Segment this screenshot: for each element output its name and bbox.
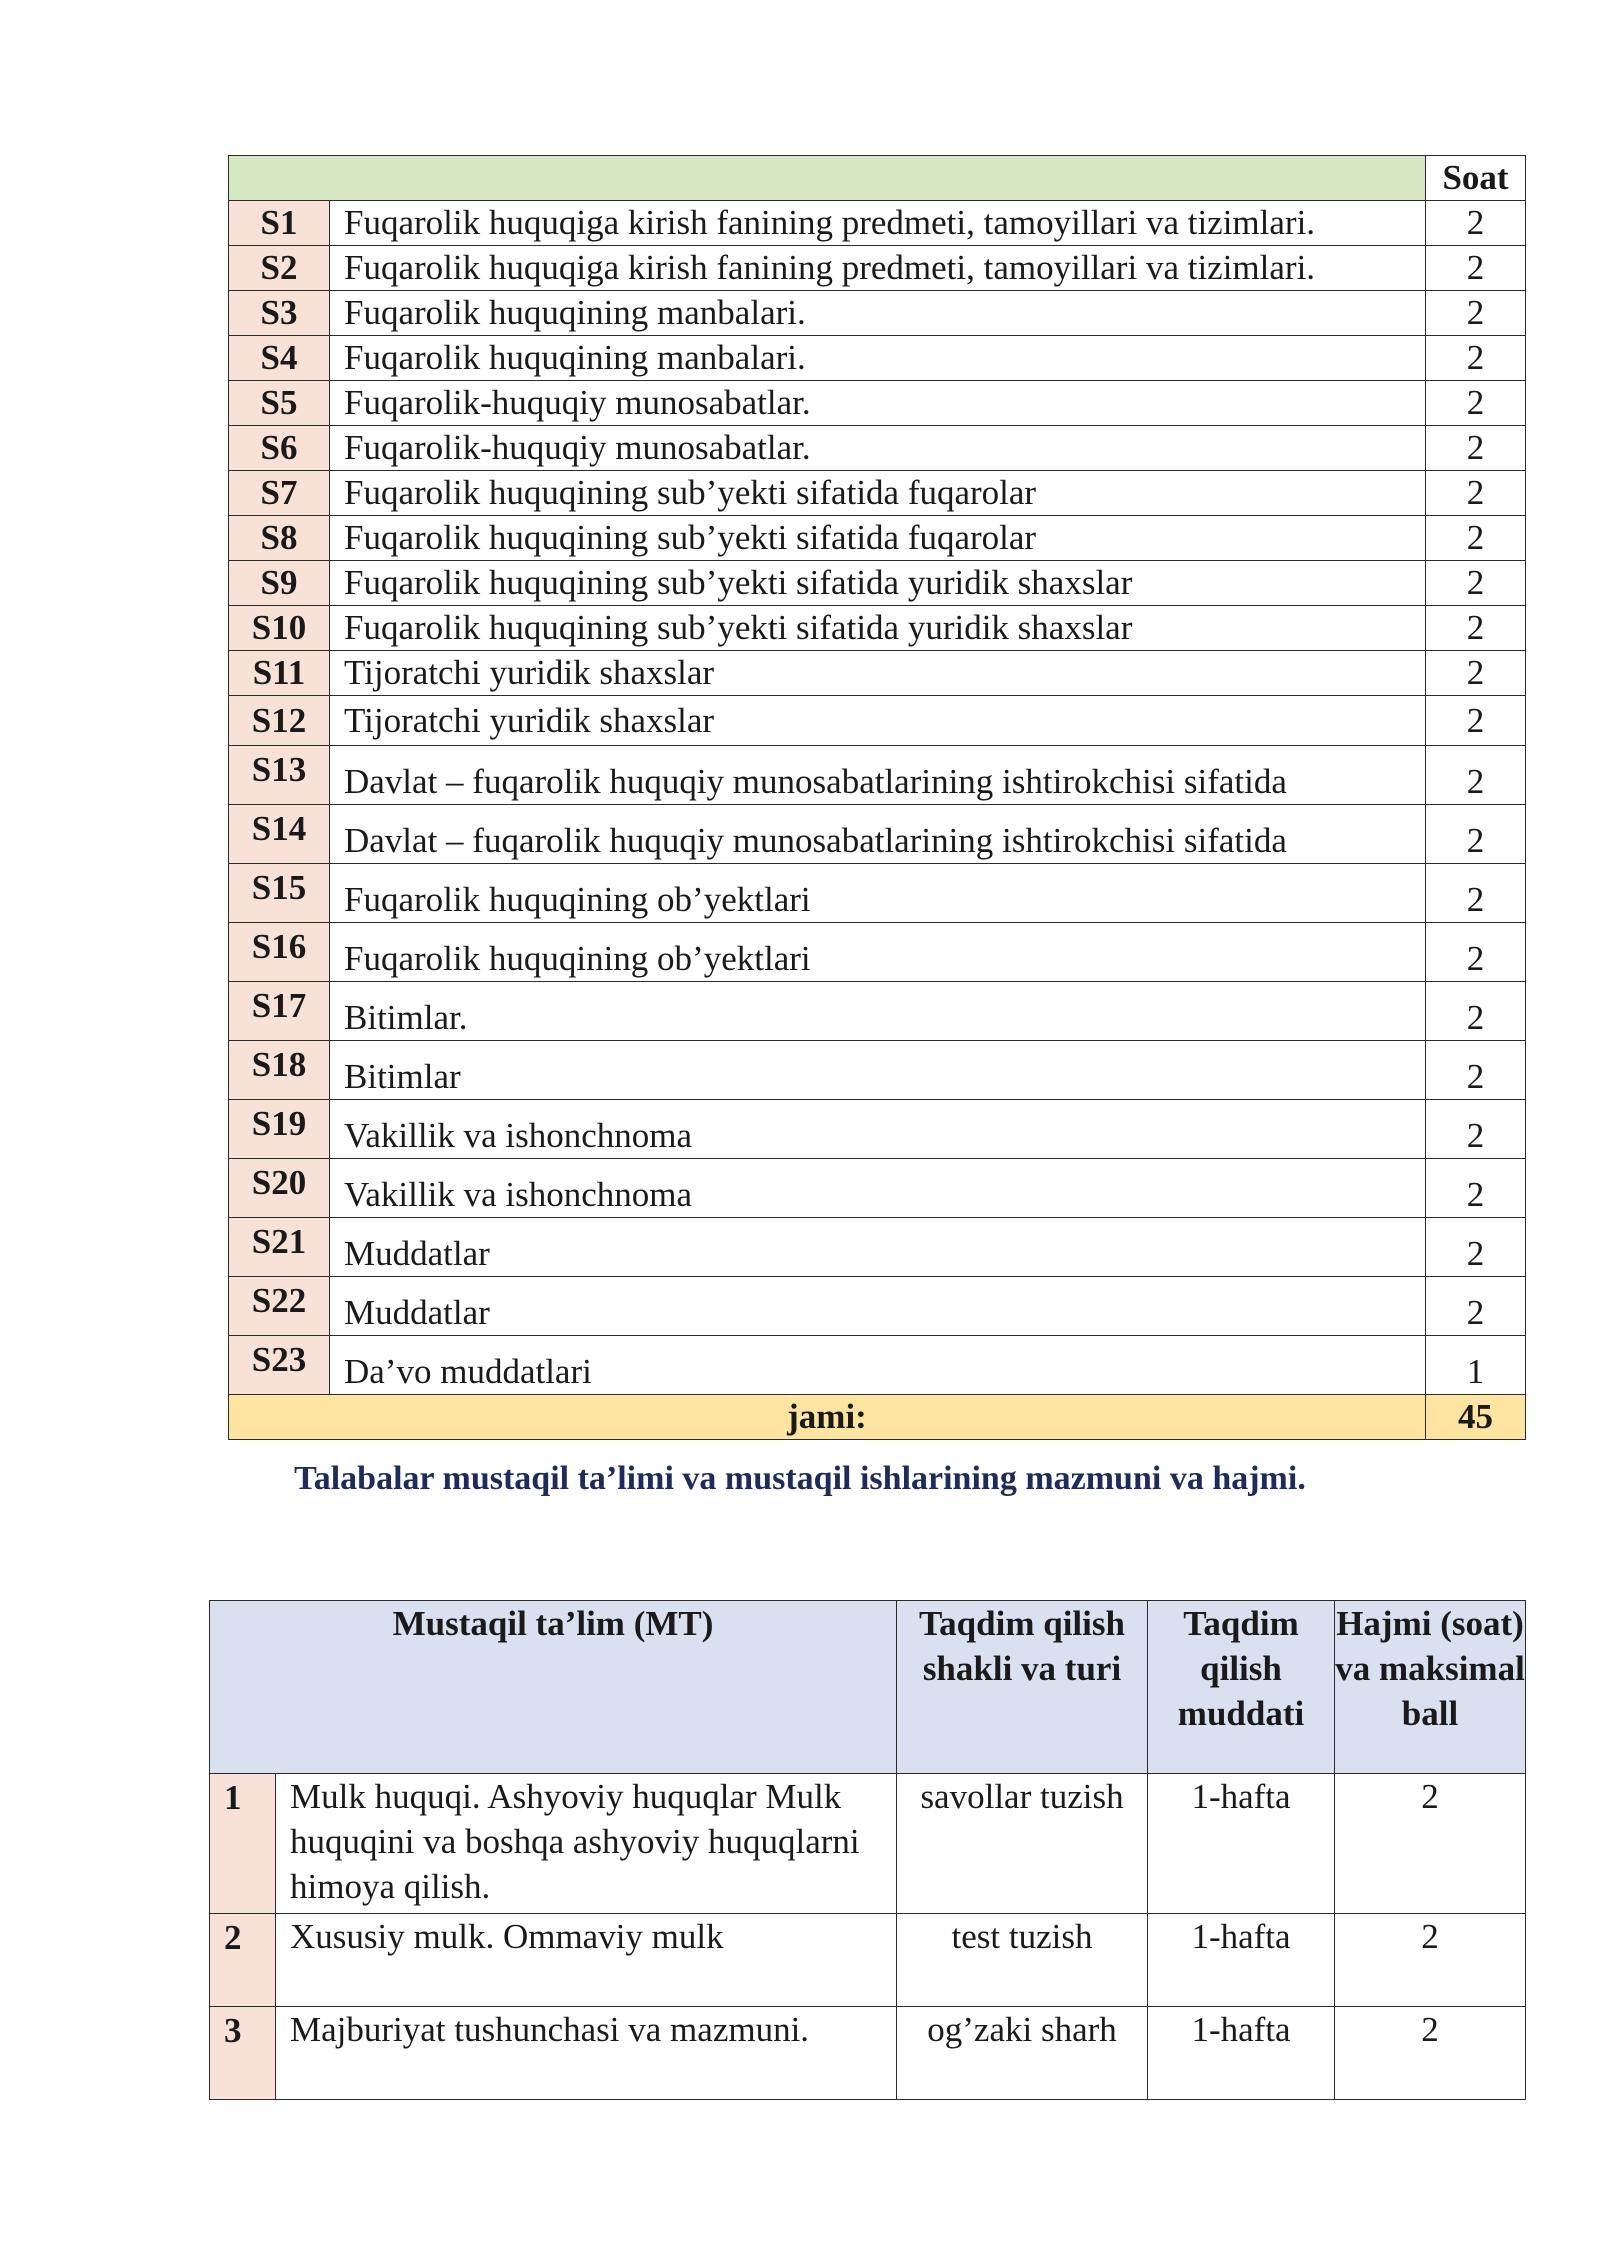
seminar-hours: 2 bbox=[1426, 696, 1526, 746]
seminar-hours: 2 bbox=[1426, 291, 1526, 336]
seminar-row bbox=[229, 651, 1526, 696]
seminar-hours: 2 bbox=[1426, 201, 1526, 246]
mt-table-body bbox=[210, 1601, 1526, 2100]
header-mt: Mustaqil ta’lim (MT) bbox=[210, 1601, 897, 1774]
seminar-topic: Fuqarolik-huquqiy munosabatlar. bbox=[330, 381, 1426, 426]
seminar-hours: 2 bbox=[1426, 426, 1526, 471]
seminar-code: S8 bbox=[229, 516, 330, 561]
seminar-code: S7 bbox=[229, 471, 330, 516]
seminar-topic: Fuqarolik huquqining manbalari. bbox=[330, 291, 1426, 336]
seminar-row bbox=[229, 336, 1526, 381]
total-label: jami: bbox=[229, 1395, 1426, 1440]
seminar-hours: 2 bbox=[1426, 561, 1526, 606]
mt-row-number: 2 bbox=[210, 1914, 276, 2007]
seminar-hours: 2 bbox=[1426, 471, 1526, 516]
seminar-hours: 2 bbox=[1426, 1218, 1526, 1277]
seminar-code: S14 bbox=[229, 805, 330, 864]
seminar-code: S4 bbox=[229, 336, 330, 381]
seminar-row bbox=[229, 1277, 1526, 1336]
seminar-hours: 2 bbox=[1426, 746, 1526, 805]
mt-description: Mulk huquqi. Ashyoviy huquqlar Mulk huquqini va boshqa ashyoviy huquqlarni himoya qilish. bbox=[276, 1774, 897, 1914]
seminar-hours: 2 bbox=[1426, 336, 1526, 381]
seminar-row bbox=[229, 201, 1526, 246]
seminar-code: S13 bbox=[229, 746, 330, 805]
seminar-code: S6 bbox=[229, 426, 330, 471]
seminar-row bbox=[229, 923, 1526, 982]
seminar-row bbox=[229, 291, 1526, 336]
mt-term: 1-hafta bbox=[1148, 2007, 1335, 2100]
seminar-code: S9 bbox=[229, 561, 330, 606]
seminar-topic: Fuqarolik huquqining sub’yekti sifatida fuqarolar bbox=[330, 516, 1426, 561]
seminar-row bbox=[229, 982, 1526, 1041]
seminar-row bbox=[229, 561, 1526, 606]
seminar-code: S16 bbox=[229, 923, 330, 982]
mt-row-number: 3 bbox=[210, 2007, 276, 2100]
seminar-code: S10 bbox=[229, 606, 330, 651]
seminar-hours: 2 bbox=[1426, 381, 1526, 426]
seminar-hours: 2 bbox=[1426, 805, 1526, 864]
seminar-row bbox=[229, 805, 1526, 864]
mt-form: test tuzish bbox=[897, 1914, 1148, 2007]
seminar-row bbox=[229, 471, 1526, 516]
seminar-topic: Muddatlar bbox=[330, 1277, 1426, 1336]
seminar-row bbox=[229, 864, 1526, 923]
seminar-row bbox=[229, 1100, 1526, 1159]
seminar-row bbox=[229, 1041, 1526, 1100]
seminar-topic: Fuqarolik huquqining sub’yekti sifatida yuridik shaxslar bbox=[330, 561, 1426, 606]
seminar-code: S19 bbox=[229, 1100, 330, 1159]
total-row bbox=[229, 1395, 1526, 1440]
mt-row-number: 1 bbox=[210, 1774, 276, 1914]
header-volume: Hajmi (soat) va maksimal ball bbox=[1335, 1601, 1526, 1774]
seminar-code: S3 bbox=[229, 291, 330, 336]
seminar-hours: 2 bbox=[1426, 982, 1526, 1041]
seminar-topic: Fuqarolik huquqining sub’yekti sifatida fuqarolar bbox=[330, 471, 1426, 516]
seminar-topic: Fuqarolik-huquqiy munosabatlar. bbox=[330, 426, 1426, 471]
seminar-topic: Fuqarolik huquqining sub’yekti sifatida yuridik shaxslar bbox=[330, 606, 1426, 651]
seminar-row bbox=[229, 696, 1526, 746]
seminar-row bbox=[229, 606, 1526, 651]
seminar-hours: 2 bbox=[1426, 516, 1526, 561]
seminar-code: S21 bbox=[229, 1218, 330, 1277]
seminar-code: S23 bbox=[229, 1336, 330, 1395]
section-heading: Talabalar mustaqil ta’limi va mustaqil ishlarining mazmuni va hajmi. bbox=[294, 1460, 1306, 1497]
seminar-row bbox=[229, 381, 1526, 426]
mt-term: 1-hafta bbox=[1148, 1914, 1335, 2007]
seminar-hours: 2 bbox=[1426, 1100, 1526, 1159]
seminar-topic: Muddatlar bbox=[330, 1218, 1426, 1277]
mt-volume: 2 bbox=[1335, 1914, 1526, 2007]
seminar-code: S20 bbox=[229, 1159, 330, 1218]
seminar-row bbox=[229, 426, 1526, 471]
mt-description: Majburiyat tushunchasi va mazmuni. bbox=[276, 2007, 897, 2100]
seminar-code: S15 bbox=[229, 864, 330, 923]
seminar-topic: Davlat – fuqarolik huquqiy munosabatlarining ishtirokchisi sifatida bbox=[330, 805, 1426, 864]
mt-form: savollar tuzish bbox=[897, 1774, 1148, 1914]
seminar-row bbox=[229, 746, 1526, 805]
seminar-hours: 2 bbox=[1426, 246, 1526, 291]
mt-row bbox=[210, 2007, 1526, 2100]
seminar-topic: Fuqarolik huquqining ob’yektlari bbox=[330, 923, 1426, 982]
seminar-hours: 2 bbox=[1426, 651, 1526, 696]
seminar-code: S2 bbox=[229, 246, 330, 291]
mt-volume: 2 bbox=[1335, 2007, 1526, 2100]
header-blank-cell bbox=[229, 156, 1426, 201]
mt-row bbox=[210, 1774, 1526, 1914]
seminar-row bbox=[229, 1336, 1526, 1395]
header-hours-cell: Soat bbox=[1426, 156, 1526, 201]
seminar-topic: Vakillik va ishonchnoma bbox=[330, 1159, 1426, 1218]
header-term: Taqdim qilish muddati bbox=[1148, 1601, 1335, 1774]
seminar-hours: 2 bbox=[1426, 606, 1526, 651]
seminar-hours: 1 bbox=[1426, 1336, 1526, 1395]
seminar-table-header bbox=[229, 156, 1526, 201]
seminar-code: S17 bbox=[229, 982, 330, 1041]
mt-description: Xususiy mulk. Ommaviy mulk bbox=[276, 1914, 897, 2007]
seminar-code: S18 bbox=[229, 1041, 330, 1100]
seminar-code: S11 bbox=[229, 651, 330, 696]
seminar-topic: Fuqarolik huquqiga kirish fanining predmeti, tamoyillari va tizimlari. bbox=[330, 201, 1426, 246]
independent-study-table bbox=[209, 1600, 1526, 2100]
total-value: 45 bbox=[1426, 1395, 1526, 1440]
seminar-topic: Vakillik va ishonchnoma bbox=[330, 1100, 1426, 1159]
seminar-row bbox=[229, 1218, 1526, 1277]
header-form: Taqdim qilish shakli va turi bbox=[897, 1601, 1148, 1774]
mt-row bbox=[210, 1914, 1526, 2007]
seminar-topic: Bitimlar. bbox=[330, 982, 1426, 1041]
mt-volume: 2 bbox=[1335, 1774, 1526, 1914]
seminar-topic: Fuqarolik huquqining manbalari. bbox=[330, 336, 1426, 381]
seminar-hours: 2 bbox=[1426, 864, 1526, 923]
seminar-table-body bbox=[229, 156, 1526, 1440]
seminar-code: S5 bbox=[229, 381, 330, 426]
seminar-code: S1 bbox=[229, 201, 330, 246]
seminar-hours: 2 bbox=[1426, 1159, 1526, 1218]
seminar-code: S22 bbox=[229, 1277, 330, 1336]
seminar-topic: Davlat – fuqarolik huquqiy munosabatlarining ishtirokchisi sifatida bbox=[330, 746, 1426, 805]
seminar-row bbox=[229, 516, 1526, 561]
seminar-code: S12 bbox=[229, 696, 330, 746]
seminar-row bbox=[229, 246, 1526, 291]
seminar-topics-table bbox=[228, 155, 1526, 1440]
seminar-hours: 2 bbox=[1426, 1277, 1526, 1336]
mt-term: 1-hafta bbox=[1148, 1774, 1335, 1914]
seminar-hours: 2 bbox=[1426, 1041, 1526, 1100]
seminar-topic: Tijoratchi yuridik shaxslar bbox=[330, 696, 1426, 746]
seminar-topic: Da’vo muddatlari bbox=[330, 1336, 1426, 1395]
seminar-topic: Bitimlar bbox=[330, 1041, 1426, 1100]
seminar-topic: Tijoratchi yuridik shaxslar bbox=[330, 651, 1426, 696]
mt-form: og’zaki sharh bbox=[897, 2007, 1148, 2100]
seminar-topic: Fuqarolik huquqining ob’yektlari bbox=[330, 864, 1426, 923]
mt-table-header bbox=[210, 1601, 1526, 1774]
seminar-topic: Fuqarolik huquqiga kirish fanining predmeti, tamoyillari va tizimlari. bbox=[330, 246, 1426, 291]
seminar-hours: 2 bbox=[1426, 923, 1526, 982]
seminar-row bbox=[229, 1159, 1526, 1218]
